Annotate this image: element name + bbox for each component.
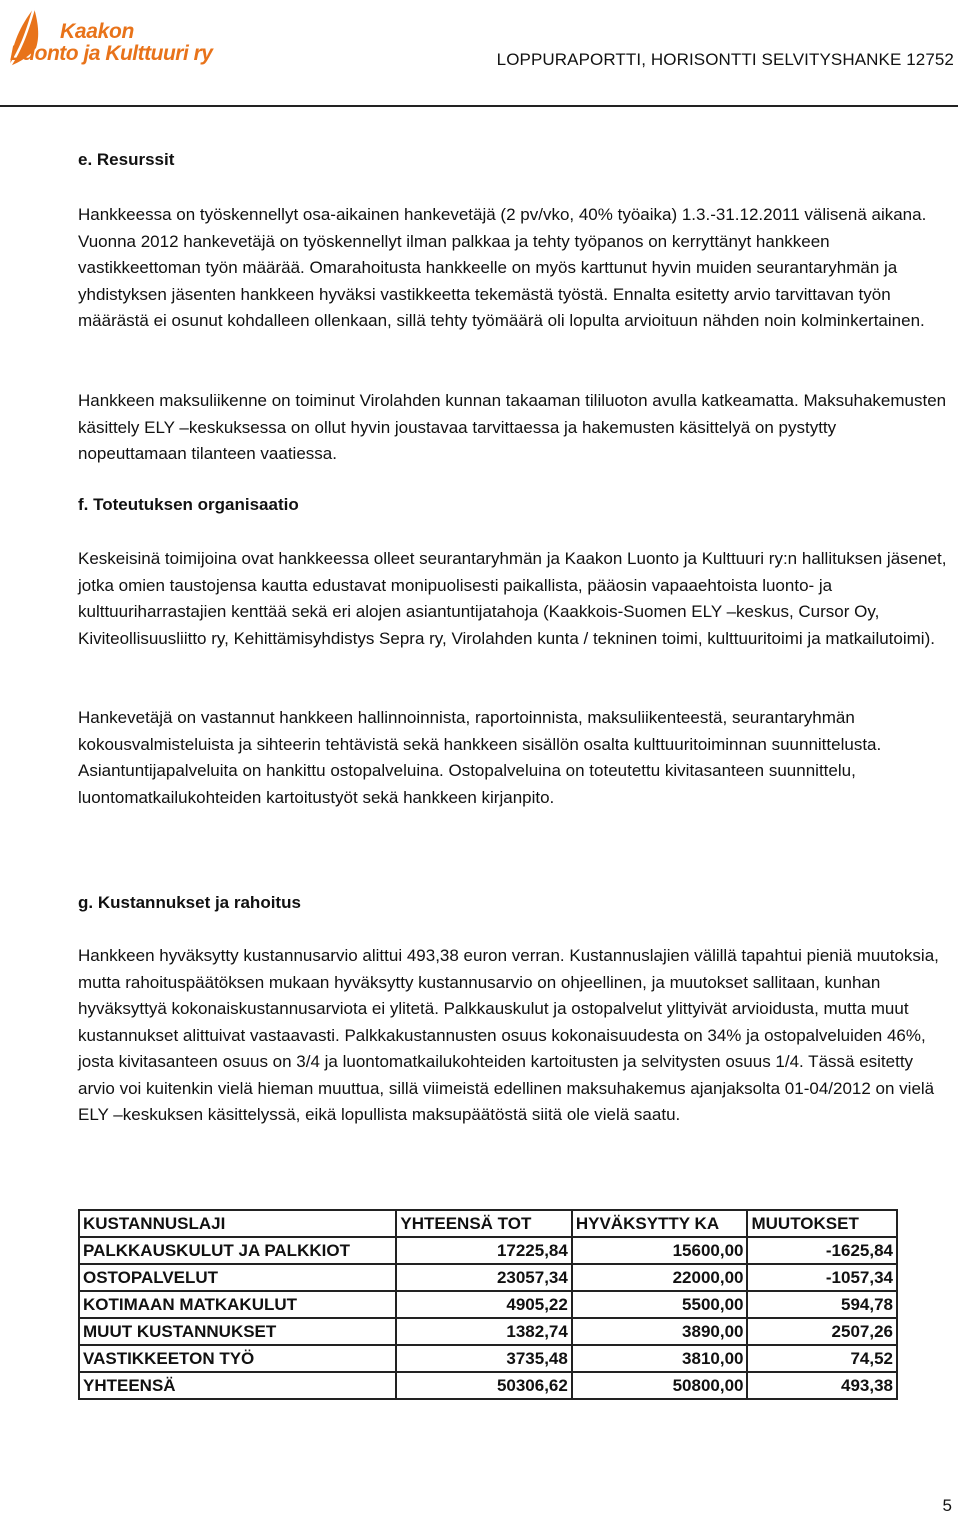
table-cell-total: 17225,84 [396,1237,571,1264]
table-cell-category: OSTOPALVELUT [79,1264,396,1291]
table-cell-change: -1625,84 [747,1237,897,1264]
document-title: LOPPURAPORTTI, HORISONTTI SELVITYSHANKE 12752 [496,50,954,69]
section-e-heading: e. Resurssit [78,150,175,169]
table-cell-category: YHTEENSÄ [79,1372,396,1399]
table-cell-total: 3735,48 [396,1345,571,1372]
table-cell-change: 74,52 [747,1345,897,1372]
section-f-paragraph-2: Hankevetäjä on vastannut hankkeen hallinnoinnista, raportoinnista, maksuliikenteestä, seurantaryhmän kokousvalmisteluista ja sihteerin tehtävistä sekä hankkeen sisällön osalta kulttuuritoiminnan suunnittelusta. Asiantuntijapalveluita on hankittu ostopalveluina. Ostopalveluina on toteutettu kivitasanteen suunnittelu, luontomatkailukohteiden kartoitustyöt sekä hankkeen kirjanpito. [78,708,882,807]
section-f-heading: f. Toteutuksen organisaatio [78,495,299,514]
table-row [79,1264,897,1291]
table-header-cell: KUSTANNUSLAJI [79,1210,396,1237]
page-number: 5 [942,1496,952,1515]
table-cell-approved: 50800,00 [572,1372,748,1399]
logo-line-1: Kaakon [60,20,135,43]
table-row [79,1237,897,1264]
table-cell-total: 23057,34 [396,1264,571,1291]
table-cell-approved: 22000,00 [572,1264,748,1291]
table-cell-approved: 15600,00 [572,1237,748,1264]
table-cell-change: 2507,26 [747,1318,897,1345]
table-header-cell: MUUTOKSET [747,1210,897,1237]
table-cell-approved: 3890,00 [572,1318,748,1345]
table-cell-total: 1382,74 [396,1318,571,1345]
section-g-heading: g. Kustannukset ja rahoitus [78,893,301,912]
budget-table [78,1209,898,1400]
table-cell-category: PALKKAUSKULUT JA PALKKIOT [79,1237,396,1264]
header-divider [0,105,958,107]
logo-line-2: Luonto ja Kulttuuri ry [10,42,213,65]
section-e-paragraph-1: Hankkeessa on työskennellyt osa-aikainen hankevetäjä (2 pv/vko, 40% työaika) 1.3.-31.12.2011 välisenä aikana. Vuonna 2012 hankevetäjä on työskennellyt ilman palkkaa ja tehty työpanos on kerryttänyt hankkeen vastikkeettoman työn määrää. Omarahoitusta hankkeelle on myös karttunut hyvin muiden seurantaryhmän ja yhdistyksen jäsenten hankkeen hyväksi vastikkeetta tekemästä työstä. Ennalta esitetty arvio tarvittavan työn määrästä ei osunut kohdalleen ollenkaan, sillä tehty työmäärä oli lopulta arvioituun nähden noin kolminkertainen. [78,205,927,330]
table-cell-change: 493,38 [747,1372,897,1399]
table-cell-category: KOTIMAAN MATKAKULUT [79,1291,396,1318]
table-row [79,1291,897,1318]
table-total-row [79,1372,897,1399]
table-cell-change: -1057,34 [747,1264,897,1291]
organization-logo [6,4,236,70]
section-f-paragraph-1: Keskeisinä toimijoina ovat hankkeessa olleet seurantaryhmän ja Kaakon Luonto ja Kulttuuri ry:n hallituksen jäsenet, jotka omien taustojensa kautta edustavat monipuolisesti paikallista, pääosin vapaaehtoista luonto- ja kulttuuriharrastajien kenttää sekä eri alojen asiantuntijatahoja (Kaakkois-Suomen ELY –keskus, Cursor Oy, Kiviteollisuusliitto ry, Kehittämisyhdistys Sepra ry, Virolahden kunta / tekninen toimi, kulttuuritoimi ja matkailutoimi). [78,549,947,648]
table-cell-category: VASTIKKEETON TYÖ [79,1345,396,1372]
table-header-row [79,1210,897,1237]
table-header-cell: HYVÄKSYTTY KA [572,1210,748,1237]
table-cell-approved: 5500,00 [572,1291,748,1318]
table-cell-category: MUUT KUSTANNUKSET [79,1318,396,1345]
section-g-paragraph-1: Hankkeen hyväksytty kustannusarvio alittui 493,38 euron verran. Kustannuslajien välillä tapahtui pieniä muutoksia, mutta rahoituspäätöksen mukaan hyväksytty kustannusarvio on ohjeellinen, ja muutokset sallitaan, kunhan hyväksyttyä kokonaiskustannusarviota ei ylitetä. Palkkauskulut ja ostopalvelut ylittyivät arvioidusta, mutta muut kustannukset alittuivat vastaavasti. Palkkakustannusten osuus kokonaisuudesta on 34% ja ostopalveluiden 46%, josta kivitasanteen osuus on 3/4 ja luontomatkailukohteiden kartoitusten ja selvitysten osuus 1/4. Tässä esitetty arvio voi kuitenkin vielä hieman muuttua, sillä viimeistä edellinen maksuhakemus ajanjaksolta 01-04/2012 on vielä ELY –keskuksen käsittelyssä, eikä lopullista maksupäätöstä siitä ole vielä saatu. [78,946,939,1124]
table-row [79,1345,897,1372]
table-cell-total: 4905,22 [396,1291,571,1318]
table-row [79,1318,897,1345]
table-cell-approved: 3810,00 [572,1345,748,1372]
section-e-paragraph-2: Hankkeen maksuliikenne on toiminut Virolahden kunnan takaaman tililuoton avulla katkeamatta. Maksuhakemusten käsittely ELY –keskuksessa on ollut hyvin joustavaa tarvittaessa ja hakemusten käsittelyä on pystytty nopeuttamaan tilanteen vaatiessa. [78,391,947,463]
table-cell-change: 594,78 [747,1291,897,1318]
table-header-cell: YHTEENSÄ TOT [396,1210,571,1237]
table-cell-total: 50306,62 [396,1372,571,1399]
page-header [0,0,960,108]
